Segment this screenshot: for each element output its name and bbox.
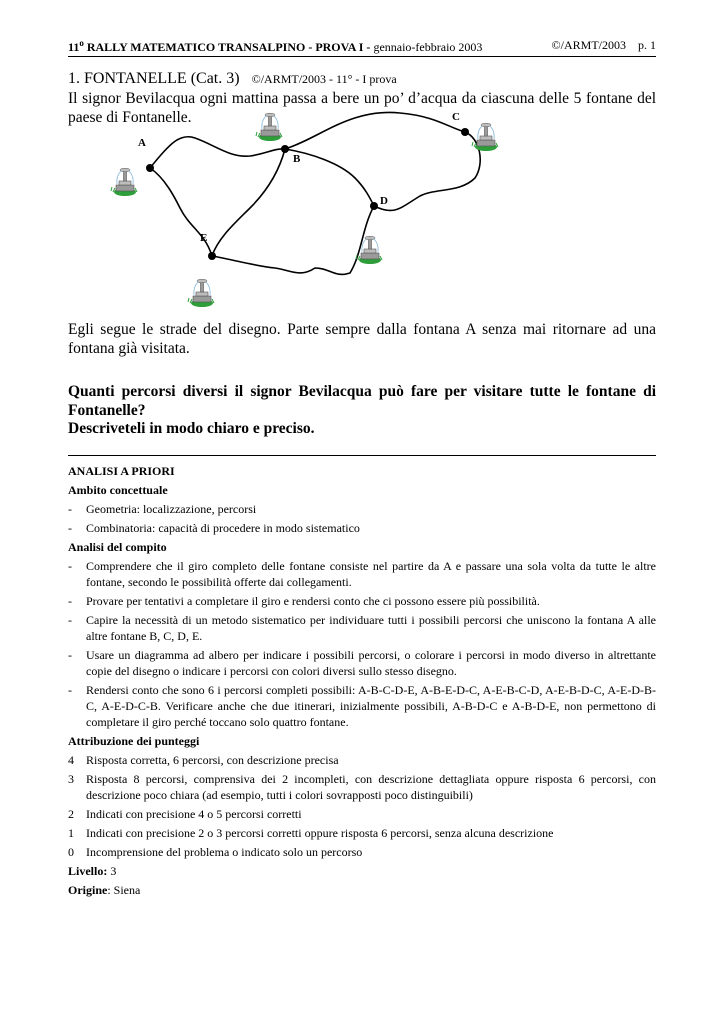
problem-title-text: 1. FONTANELLE (Cat. 3) [68, 70, 240, 87]
problem-intro: Il signor Bevilacqua ogni mattina passa a bere un po’ d’acqua da ciascuna delle 5 fontane del paese di Fontanelle. [68, 90, 656, 126]
score-item: 4 Risposta corretta, 6 percorsi, con descrizione precisa [68, 753, 339, 767]
list-item: - Comprendere che il giro completo delle fontane consiste nel partire da A e passare una sola volta da tutte le altre fontane, secondo le possibilità offerte dai collegamenti. [68, 559, 656, 589]
analysis-heading: ANALISI A PRIORI [68, 464, 175, 478]
list-item: - Combinatoria: capacità di procedere in modo sistematico [68, 521, 360, 535]
rally-number: 11 [68, 40, 80, 54]
fountain-nodes [146, 128, 469, 260]
list-item: - Usare un diagramma ad albero per indicare i possibili percorsi, o colorare i percorsi in modo diverso in altrettante copie del disegno o indicare i percorsi con colori diversi sullo stesso disegno. [68, 648, 656, 678]
header-rule [68, 56, 656, 57]
ordinal-sup: o [79, 38, 84, 48]
label-d: D [380, 195, 388, 207]
header-right [552, 38, 656, 53]
label-c: C [452, 111, 460, 123]
label-b: B [293, 153, 301, 165]
road-b-e [212, 149, 285, 256]
score-item: 3 Risposta 8 percorsi, comprensiva dei 2 incompleti, con descrizione dettagliata oppure risposta 6 percorsi, con descrizione poco chiara (ad esempio, tutti i colori sovrapposti poco distinguibili) [68, 772, 656, 802]
road-b-c [285, 112, 465, 149]
livello-line: Livello: 3 [68, 864, 117, 878]
origine-line: Origine: Siena [68, 883, 141, 897]
road-c-d [374, 132, 480, 211]
score-item: 1 Indicati con precisione 2 o 3 percorsi corretti oppure risposta 6 percorsi, senza alcuna descrizione [68, 826, 554, 840]
header-copyright: ©/ARMT/2003 [551, 38, 626, 52]
problem-question: Quanti percorsi diversi il signor Bevilacqua può fare per visitare tutte le fontane di Fontanelle? [68, 383, 656, 419]
ambito-title: Ambito concettuale [68, 483, 168, 497]
road-a-b [150, 137, 285, 168]
fountain-icon [472, 123, 498, 151]
punteggi-title: Attribuzione dei punteggi [68, 734, 200, 748]
fountain-icon [188, 279, 214, 307]
problem-instruction: Descriveteli in modo chiaro e preciso. [68, 420, 315, 437]
node-e [208, 252, 216, 260]
list-item: - Geometria: localizzazione, percorsi [68, 502, 257, 516]
road-d-e [212, 206, 374, 274]
rally-period: gennaio-febbraio 2003 [373, 40, 483, 54]
list-item: - Provare per tentativi a completare il giro e rendersi conto che ci possono essere più possibilità. [68, 594, 540, 608]
problem-subtitle: ©/ARMT/2003 - 11° - I prova [251, 72, 397, 86]
problem-title [68, 70, 397, 88]
compito-title: Analisi del compito [68, 540, 167, 554]
score-item: 2 Indicati con precisione 4 o 5 percorsi corretti [68, 807, 302, 821]
list-item: - Capire la necessità di un metodo sistematico per individuare tutti i possibili percorsi che uniscono la fontana A alle altre fontane B, C, D, E. [68, 613, 656, 643]
section-rule [68, 455, 656, 456]
fountains-map [100, 108, 520, 308]
node-a [146, 164, 154, 172]
fountain-icon [256, 113, 282, 141]
label-a: A [138, 137, 146, 149]
list-item: - Rendersi conto che sono 6 i percorsi completi possibili: A-B-C-D-E, A-B-E-D-C, A-E-B-C-D, A-E-B-D-C, A-E-D-B-C, A-E-D-C-B. Verificare anche che due itinerari, inizialmente possibili, A-B-D-C e A-B-D-E, non permettono di completare il giro perché toccano solo quattro fontane. [68, 683, 656, 729]
rally-title: RALLY MATEMATICO TRANSALPINO - PROVA I - [83, 40, 374, 54]
node-b [281, 145, 289, 153]
header-title [68, 38, 482, 55]
analysis-section [68, 460, 656, 898]
label-e: E [200, 232, 208, 244]
roads [150, 112, 480, 274]
problem-body: Egli segue le strade del disegno. Parte sempre dalla fontana A senza mai ritornare ad una fontana già visitata. [68, 321, 656, 357]
page-number: p. 1 [638, 38, 656, 52]
node-d [370, 202, 378, 210]
fountain-icon [111, 168, 137, 196]
score-item: 0 Incomprensione del problema o indicato solo un percorso [68, 845, 363, 859]
node-c [461, 128, 469, 136]
